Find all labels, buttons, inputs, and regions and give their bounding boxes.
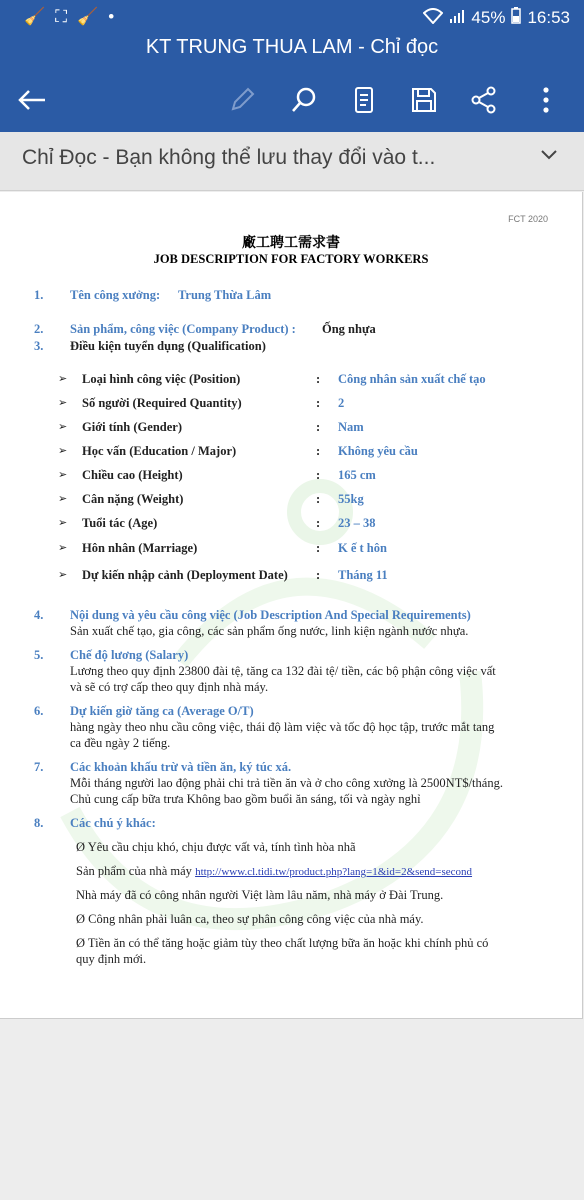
job-description-heading: Nội dung và yêu cầu công việc (Job Description And Special Requirements) <box>70 608 471 622</box>
chevron-down-icon <box>540 149 558 161</box>
arrow-bullet-icon: ➢ <box>58 445 68 457</box>
qualification-value: 165 cm <box>338 468 376 482</box>
title-chinese: 廠工聘工需求書 <box>242 236 340 251</box>
qualification-value: 55kg <box>338 492 364 506</box>
note-item <box>76 864 472 879</box>
qualification-label: Số người (Required Quantity) <box>82 396 242 410</box>
product-label: Sản phẩm, công việc (Company Product) : <box>70 322 296 336</box>
arrow-bullet-icon: ➢ <box>58 469 68 481</box>
toolbar <box>0 80 584 120</box>
search-icon <box>290 86 318 114</box>
floppy-disk-icon <box>410 86 438 114</box>
edit-button[interactable] <box>222 80 262 120</box>
qualification-label: Tuổi tác (Age) <box>82 516 158 530</box>
salary-heading: Chế độ lương (Salary) <box>70 648 189 662</box>
battery-icon <box>511 7 521 29</box>
section-number: 8. <box>34 816 44 830</box>
broom-icon: 🧹 <box>77 7 99 26</box>
qualification-colon: : <box>316 492 321 506</box>
search-button[interactable] <box>284 80 324 120</box>
qualification-colon: : <box>316 541 321 555</box>
section-number: 1. <box>34 288 44 302</box>
qualification-colon: : <box>316 420 321 434</box>
system-icons <box>423 7 570 29</box>
salary-text: Lương theo quy định 23800 đài tệ, tăng ca 132 đài tệ/ tiền, các bộ phận công việc vất <box>70 664 496 678</box>
qualification-value: 23 – 38 <box>338 516 376 530</box>
signal-icon <box>449 8 465 29</box>
share-button[interactable] <box>464 80 504 120</box>
back-button[interactable] <box>12 80 52 120</box>
qualification-label: Giới tính (Gender) <box>82 420 182 434</box>
note-item: Ø Công nhân phải luân ca, theo sự phân công công việc của nhà máy. <box>76 912 424 926</box>
qualification-label: Hôn nhân (Marriage) <box>82 541 198 555</box>
product-link[interactable]: http://www.cl.tidi.tw/product.php?lang=1&id=2&send=second <box>195 866 473 878</box>
factory-name-value: Trung Thừa Lâm <box>178 288 272 302</box>
qualification-colon: : <box>316 444 321 458</box>
more-vertical-icon <box>542 86 550 114</box>
arrow-bullet-icon: ➢ <box>58 421 68 433</box>
share-icon <box>470 86 498 114</box>
dot-icon: • <box>108 7 115 26</box>
deductions-text: Mỗi tháng người lao động phải chi trả tiền ăn và ở cho công xưởng là 2500NT$/tháng. <box>70 776 503 790</box>
section-number: 6. <box>34 704 44 718</box>
arrow-bullet-icon: ➢ <box>58 542 68 554</box>
window-title: KT TRUNG THUA LAM - Chỉ đọc <box>145 36 439 58</box>
qualification-colon: : <box>316 372 321 386</box>
arrow-bullet-icon: ➢ <box>58 517 68 529</box>
arrow-bullet-icon: ➢ <box>58 493 68 505</box>
document-page[interactable] <box>0 192 583 1019</box>
notes-heading: Các chú ý khác: <box>70 816 156 830</box>
more-options-button[interactable] <box>526 80 566 120</box>
note-item: Ø Tiền ăn có thể tăng hoặc giảm tùy theo chất lượng bữa ăn hoặc khi chính phủ có <box>76 936 489 950</box>
qualification-value: Không yêu cầu <box>338 444 418 458</box>
section-number: 7. <box>34 760 44 774</box>
qualification-label: Chiều cao (Height) <box>82 468 183 482</box>
overtime-text: hàng ngày theo nhu cầu công việc, thái độ làm việc và tốc độ học tập, trước mắt tang <box>70 720 495 734</box>
app-bar <box>0 0 584 132</box>
note-text: Sản phẩm của nhà máy <box>76 864 192 878</box>
deductions-heading: Các khoản khấu trừ và tiền ăn, ký túc xá. <box>70 760 292 774</box>
arrow-bullet-icon: ➢ <box>58 373 68 385</box>
qualification-colon: : <box>316 516 321 530</box>
document-code: FCT 2020 <box>508 214 548 224</box>
qualification-value: Tháng 11 <box>338 568 388 582</box>
salary-text: và sẽ có trợ cấp theo quy định nhà máy. <box>70 680 269 694</box>
section-number: 4. <box>34 608 44 622</box>
note-item: quy định mới. <box>76 952 147 966</box>
qualification-value: K ế t hôn <box>338 541 387 555</box>
overtime-heading: Dự kiến giờ tăng ca (Average O/T) <box>70 704 254 718</box>
qualification-label: Dự kiến nhập cảnh (Deployment Date) <box>82 568 288 582</box>
read-only-banner[interactable] <box>0 132 584 191</box>
title-english: JOB DESCRIPTION FOR FACTORY WORKERS <box>153 252 429 266</box>
document-icon <box>352 86 376 114</box>
qualification-label: Học vấn (Education / Major) <box>82 444 237 458</box>
product-value: Ống nhựa <box>322 322 376 336</box>
qualification-value: 2 <box>338 396 345 410</box>
note-item: Nhà máy đã có công nhân người Việt làm lâu năm, nhà máy ở Đài Trung. <box>76 888 444 902</box>
overtime-text: ca đều ngày 2 tiếng. <box>70 736 171 750</box>
arrow-bullet-icon: ➢ <box>58 397 68 409</box>
wifi-icon <box>423 8 443 29</box>
broom-icon: 🧹 <box>24 7 46 26</box>
section-number: 2. <box>34 322 44 336</box>
qualification-colon: : <box>316 396 321 410</box>
banner-text: Chỉ Đọc - Bạn không thể lưu thay đổi vào t... <box>22 146 436 169</box>
factory-name-label: Tên công xưởng: <box>70 288 161 302</box>
qualification-value: Nam <box>338 420 364 434</box>
arrow-left-icon <box>17 88 47 112</box>
status-bar <box>0 0 584 34</box>
clock: 16:53 <box>527 8 570 27</box>
note-item: Ø Yêu cầu chịu khó, chịu được vất vả, tính tình hòa nhã <box>76 840 356 854</box>
gallery-icon: ⛶ <box>55 7 68 26</box>
battery-level: 45% <box>471 8 506 27</box>
deductions-text: Chủ cung cấp bữa trưa Không bao gồm buổi ăn sáng, tối và ngày nghỉ <box>70 792 421 806</box>
job-description-text: Sản xuất chế tạo, gia công, các sản phẩm ống nước, linh kiện ngành nước nhựa. <box>70 624 469 638</box>
qualification-value: Công nhân sản xuất chế tạo <box>338 372 486 386</box>
pencil-icon <box>228 86 256 114</box>
save-button[interactable] <box>404 80 444 120</box>
arrow-bullet-icon: ➢ <box>58 569 68 581</box>
qualification-colon: : <box>316 468 321 482</box>
reading-mode-button[interactable] <box>344 80 384 120</box>
section-number: 3. <box>34 339 44 353</box>
notification-icons <box>24 7 114 27</box>
qualification-label: Loại hình công việc (Position) <box>82 372 241 386</box>
section-number: 5. <box>34 648 44 662</box>
expand-banner-button[interactable] <box>540 148 558 166</box>
qualification-colon: : <box>316 568 321 582</box>
qualification-heading: Điều kiện tuyển dụng (Qualification) <box>70 339 266 353</box>
qualification-label: Cân nặng (Weight) <box>82 492 184 506</box>
